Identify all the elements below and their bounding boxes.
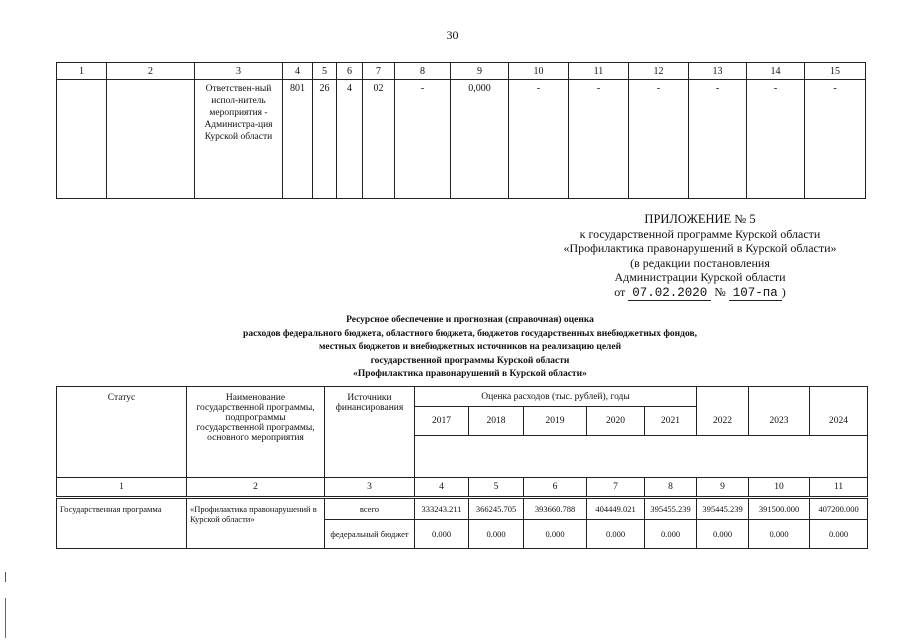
table-cell: - (689, 80, 747, 199)
header-cell: 1 (57, 63, 107, 80)
empty-cell (810, 387, 868, 407)
header-cell: 2 (107, 63, 195, 80)
year-cell: 2024 (810, 407, 868, 436)
heading-line: расходов федерального бюджета, областного бюджета, бюджетов государственных внебюджетных фондов, (243, 328, 697, 339)
value-cell: 391500.000 (749, 498, 810, 520)
resource-table (56, 386, 868, 549)
table-cell: - (747, 80, 805, 199)
value-cell: 393660.788 (524, 498, 587, 520)
year-cell: 2017 (415, 407, 469, 436)
scan-mark (5, 598, 6, 638)
header-cell: 14 (747, 63, 805, 80)
heading-line: Ресурсное обеспечение и прогнозная (справочная) оценка (346, 315, 594, 325)
heading-line: местных бюджетов и внебюджетных источников на реализацию целей (318, 342, 622, 352)
header-cell: 6 (337, 63, 363, 80)
value-cell: 407200.000 (810, 498, 868, 520)
value-cell: 0.000 (524, 520, 587, 549)
col-number: 1 (57, 478, 187, 498)
appendix-line: к государственной программе Курской области (579, 226, 821, 241)
header-estimate: Оценка расходов (тыс. рублей), годы (415, 387, 697, 407)
table-cell: 4 (337, 80, 363, 199)
appendix-line: (в редакции постановления (630, 255, 770, 270)
appendix-title: ПРИЛОЖЕНИЕ № 5 (644, 212, 756, 226)
resolution-number: 107-па (729, 286, 782, 301)
value-cell: 395455.239 (645, 498, 697, 520)
heading-line: «Профилактика правонарушений в Курской области» (353, 369, 587, 379)
table-cell: - (509, 80, 569, 199)
col-number: 3 (325, 478, 415, 498)
header-name: Наименование государственной программы, подпрограммы государственной программы, основного мероприятия (187, 387, 325, 478)
header-cell: 11 (569, 63, 629, 80)
table-cell: 26 (313, 80, 337, 199)
table-cell: - (805, 80, 866, 199)
source-cell: всего (325, 498, 415, 520)
header-cell: 7 (363, 63, 395, 80)
table-row (57, 80, 866, 199)
year-cell: 2022 (697, 407, 749, 436)
document-heading (190, 314, 750, 382)
header-cell: 3 (195, 63, 283, 80)
col-number: 8 (645, 478, 697, 498)
number-label: № (714, 284, 726, 299)
col-number: 5 (469, 478, 524, 498)
table-cell: 0,000 (451, 80, 509, 199)
empty-cell (57, 80, 107, 199)
header-status: Статус (57, 387, 187, 478)
header-cell: 10 (509, 63, 569, 80)
value-cell: 0.000 (810, 520, 868, 549)
year-cell: 2018 (469, 407, 524, 436)
year-cell: 2023 (749, 407, 810, 436)
col-number: 9 (697, 478, 749, 498)
col-number: 11 (810, 478, 868, 498)
empty-cell (107, 80, 195, 199)
year-cell: 2021 (645, 407, 697, 436)
table-cell: - (569, 80, 629, 199)
appendix-block (535, 212, 865, 300)
header-cell: 4 (283, 63, 313, 80)
source-cell: федеральный бюджет (325, 520, 415, 549)
empty-cell (415, 436, 868, 478)
table-cell: - (395, 80, 451, 199)
column-number-row (57, 63, 866, 80)
value-cell: 0.000 (415, 520, 469, 549)
from-label: от (614, 284, 626, 299)
page-number: 30 (446, 28, 459, 42)
responsible-executor: Ответствен-ный испол-нитель мероприятия - Администра-ция Курской области (195, 80, 283, 199)
program-name-cell: «Профилактика правонарушений в Курской области» (187, 498, 325, 549)
col-number: 4 (415, 478, 469, 498)
empty-cell (697, 387, 749, 407)
header-cell: 5 (313, 63, 337, 80)
appendix-line: Администрации Курской области (614, 270, 786, 284)
closing-paren: ) (781, 284, 786, 299)
resolution-date: 07.02.2020 (628, 286, 711, 301)
value-cell: 0.000 (645, 520, 697, 549)
header-cell: 8 (395, 63, 451, 80)
table-cell: - (629, 80, 689, 199)
table-row (57, 498, 868, 520)
header-cell: 12 (629, 63, 689, 80)
continuation-table (56, 62, 866, 199)
table-cell: 02 (363, 80, 395, 199)
header-sources: Источники финансирования (325, 387, 415, 478)
year-cell: 2020 (587, 407, 645, 436)
col-number: 2 (187, 478, 325, 498)
header-row (57, 387, 868, 407)
table-cell: 801 (283, 80, 313, 199)
value-cell: 333243.211 (415, 498, 469, 520)
col-number: 7 (587, 478, 645, 498)
value-cell: 404449.021 (587, 498, 645, 520)
year-cell: 2019 (524, 407, 587, 436)
value-cell: 0.000 (697, 520, 749, 549)
col-number: 6 (524, 478, 587, 498)
value-cell: 0.000 (469, 520, 524, 549)
resolution-reference (614, 285, 786, 301)
header-cell: 13 (689, 63, 747, 80)
header-cell: 9 (451, 63, 509, 80)
header-cell: 15 (805, 63, 866, 80)
heading-line: государственной программы Курской области (370, 355, 570, 366)
status-cell: Государственная программа (57, 498, 187, 549)
value-cell: 0.000 (587, 520, 645, 549)
empty-cell (749, 387, 810, 407)
value-cell: 366245.705 (469, 498, 524, 520)
col-number: 10 (749, 478, 810, 498)
value-cell: 395445.239 (697, 498, 749, 520)
appendix-line: «Профилактика правонарушений в Курской области» (563, 241, 837, 255)
column-number-row (57, 478, 868, 498)
value-cell: 0.000 (749, 520, 810, 549)
scan-mark (5, 572, 6, 582)
